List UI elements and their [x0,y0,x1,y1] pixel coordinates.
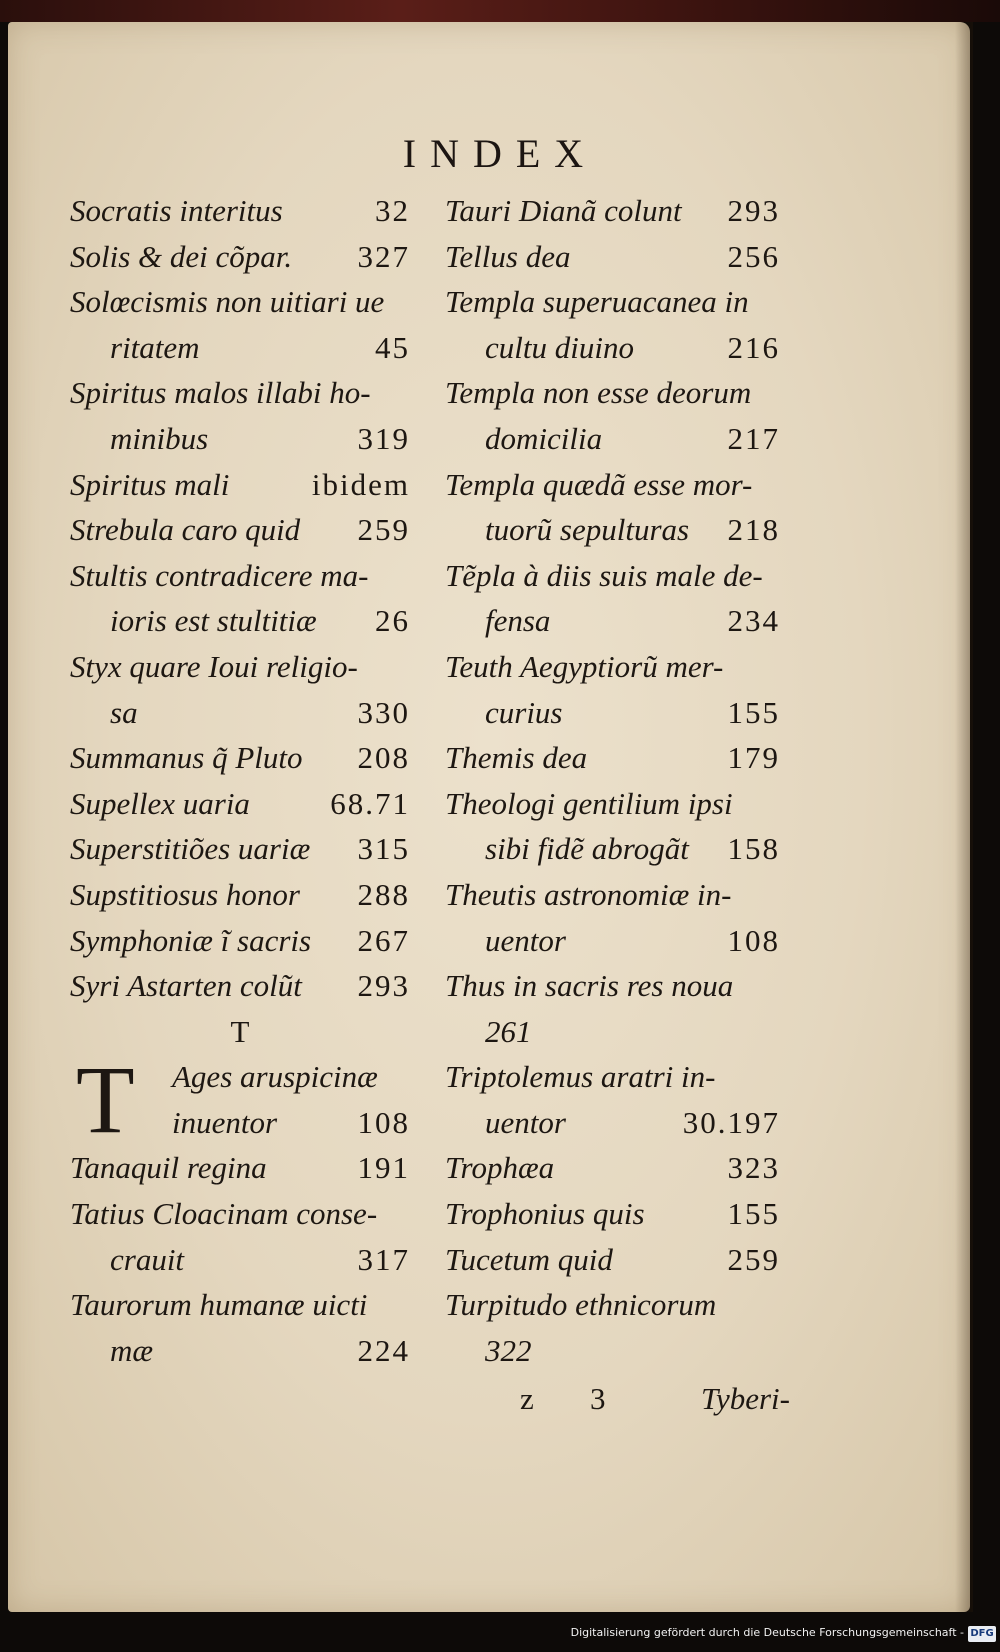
index-entry [70,370,410,416]
page-footer [520,1376,790,1422]
entry-page-number: 330 [357,694,410,730]
index-entry [445,644,780,690]
index-entry [445,416,780,462]
entry-page-number: 224 [357,1332,410,1368]
entry-page-number: 288 [357,876,410,912]
entry-page-number: 30.197 [682,1104,780,1140]
entry-page-number: 191 [357,1150,410,1186]
index-entry [70,507,410,553]
index-column-right [445,188,780,1373]
index-entry [70,1282,410,1328]
entry-page-number: 218 [727,512,780,548]
dropcap-entry [70,1046,410,1154]
entry-text: Tellus dea [445,238,571,274]
entry-page-number: 26 [375,603,410,639]
entry-text: sibi fidẽ abrogãt [485,831,689,867]
index-entry [445,325,780,371]
index-entry [70,918,410,964]
index-entry [70,416,410,462]
entry-text: Spiritus malos illabi ho- [70,375,371,411]
index-entry [445,1009,780,1055]
entry-text: Symphoniæ ĩ sacris [70,922,312,958]
entry-page-number: 234 [727,603,780,639]
index-entry [445,1191,780,1237]
index-entry [445,872,780,918]
index-entry [70,1191,410,1237]
entry-text: uentor [485,1104,566,1140]
entry-text: Theutis astronomiæ in- [445,876,732,912]
page-top-edge [0,0,1000,22]
entry-text: Taurorum humanæ uicti [70,1287,368,1323]
entry-text: mæ [110,1332,154,1368]
index-entry [70,644,410,690]
entry-page-number: 208 [357,740,410,776]
entry-page-number: 155 [727,694,780,730]
index-entry [70,188,410,234]
entry-text: Styx quare Ioui religio- [70,648,358,684]
page-edge-shadow [955,22,973,1612]
entry-text: uentor [485,922,566,958]
entry-text: Spiritus mali [70,466,230,502]
entry-text: Solis & dei cõpar. [70,238,293,274]
entry-page-number: 327 [357,238,410,274]
index-entry [70,690,410,736]
entry-page-number: 155 [727,1196,780,1232]
entry-page-number: 293 [357,968,410,1004]
entry-text: Stultis contradicere ma- [70,557,369,593]
index-entry [445,234,780,280]
index-entry [445,462,780,508]
index-entry [70,963,410,1009]
entry-text: minibus [110,420,209,456]
index-entry [70,279,410,325]
entry-page-number: 45 [375,329,410,365]
entry-text: Turpitudo ethnicorum [445,1287,717,1323]
entry-text: Tauri Dianã colunt [445,193,682,228]
entry-text: Supstitiosus honor [70,876,300,912]
entry-page-number: 216 [727,329,780,365]
entry-page-number: 259 [727,1241,780,1277]
entry-page-number: ibidem [311,466,410,502]
entry-text: Superstitiões uariæ [70,831,311,867]
index-entry [70,598,410,644]
entry-text: ioris est stultitiæ [110,603,317,639]
entry-text: Themis dea [445,740,588,776]
entry-text: 322 [485,1332,532,1368]
entry-text: cultu diuino [485,329,634,365]
index-entry [445,553,780,599]
entry-text: domicilia [485,420,603,456]
entry-page-number: 267 [357,922,410,958]
index-entry [70,553,410,599]
entry-page-number: 256 [727,238,780,274]
index-entry [445,598,780,644]
entry-page-number: 317 [357,1241,410,1277]
entry-page-number: 319 [357,420,410,456]
entry-text: Solœcismis non uitiari ue [70,284,385,320]
index-entry [445,690,780,736]
entry-text: Trophonius quis [445,1196,645,1232]
entry-text: curius [485,694,563,730]
entry-text: Summanus q̃ Pluto [70,740,303,776]
entry-text: Triptolemus aratri in- [445,1059,716,1095]
signature-mark: z [520,1381,534,1416]
entry-text: ritatem [110,329,200,365]
index-column-left [70,188,410,1373]
index-entry [445,188,780,234]
index-entry [445,918,780,964]
attribution-text: Digitalisierung gefördert durch die Deutsche Forschungsgemeinschaft - [570,1626,964,1639]
index-entry [445,781,780,827]
entry-page-number: 32 [375,193,410,228]
entry-page-number: 158 [727,831,780,867]
entry-page-number: 68.71 [330,785,410,821]
index-entry: inuentor 108 [172,1104,410,1140]
index-entry [445,1145,780,1191]
index-entry [445,1100,780,1146]
entry-text: Supellex uaria [70,785,250,821]
entry-page-number: 293 [727,193,780,228]
entry-text: tuorũ sepulturas [485,512,690,548]
index-entry [70,1328,410,1374]
page-title: INDEX [402,131,598,176]
entry-text: 261 [485,1013,532,1049]
index-entry [445,826,780,872]
index-entry [445,735,780,781]
index-entry [445,1237,780,1283]
index-entry [445,963,780,1009]
entry-page-number: 179 [727,740,780,776]
dropcap-letter: T [76,1046,135,1154]
entry-page-number: 217 [727,420,780,456]
entry-page-number: 323 [727,1150,780,1186]
entry-text: Syri Astarten colũt [70,968,302,1004]
entry-text: Tẽpla à diis suis male de- [445,557,763,593]
index-entry [70,872,410,918]
entry-text: Strebula caro quid [70,512,301,548]
index-entry [70,826,410,872]
index-entry [70,325,410,371]
entry-text: Tucetum quid [445,1241,613,1277]
entry-text: crauit [110,1241,185,1277]
index-entry: Ages aruspicinæ [172,1059,378,1095]
entry-text: Theologi gentilium ipsi [445,785,733,821]
entry-text: Socratis interitus [70,193,283,228]
index-entry [70,1237,410,1283]
entry-text: Tanaquil regina [70,1150,267,1186]
section-letter: T [230,1013,250,1049]
index-entry [70,234,410,280]
entry-text: Templa quædã esse mor- [445,466,753,502]
entry-text: Tatius Cloacinam conse- [70,1196,378,1232]
entry-text: Templa superuacanea in [445,284,749,320]
index-entry [445,279,780,325]
index-entry [70,781,410,827]
index-entry [445,370,780,416]
entry-page-number: 259 [357,512,410,548]
index-entry [70,462,410,508]
index-entry [445,1328,780,1374]
entry-text: sa [110,694,138,730]
index-entry [70,735,410,781]
dfg-logo: DFG [968,1626,996,1642]
signature-number: 3 [590,1381,606,1416]
index-entry [445,507,780,553]
entry-text: Templa non esse deorum [445,375,752,411]
catchword: Tyberi- [701,1381,790,1416]
entry-text: Thus in sacris res noua [445,968,734,1004]
entry-page-number: 315 [357,831,410,867]
entry-text: Teuth Aegyptiorũ mer- [445,648,724,684]
entry-page-number: 108 [727,922,780,958]
index-entry [445,1054,780,1100]
entry-text: Trophæa [445,1150,555,1186]
index-entry [445,1282,780,1328]
entry-text: fensa [485,603,551,639]
